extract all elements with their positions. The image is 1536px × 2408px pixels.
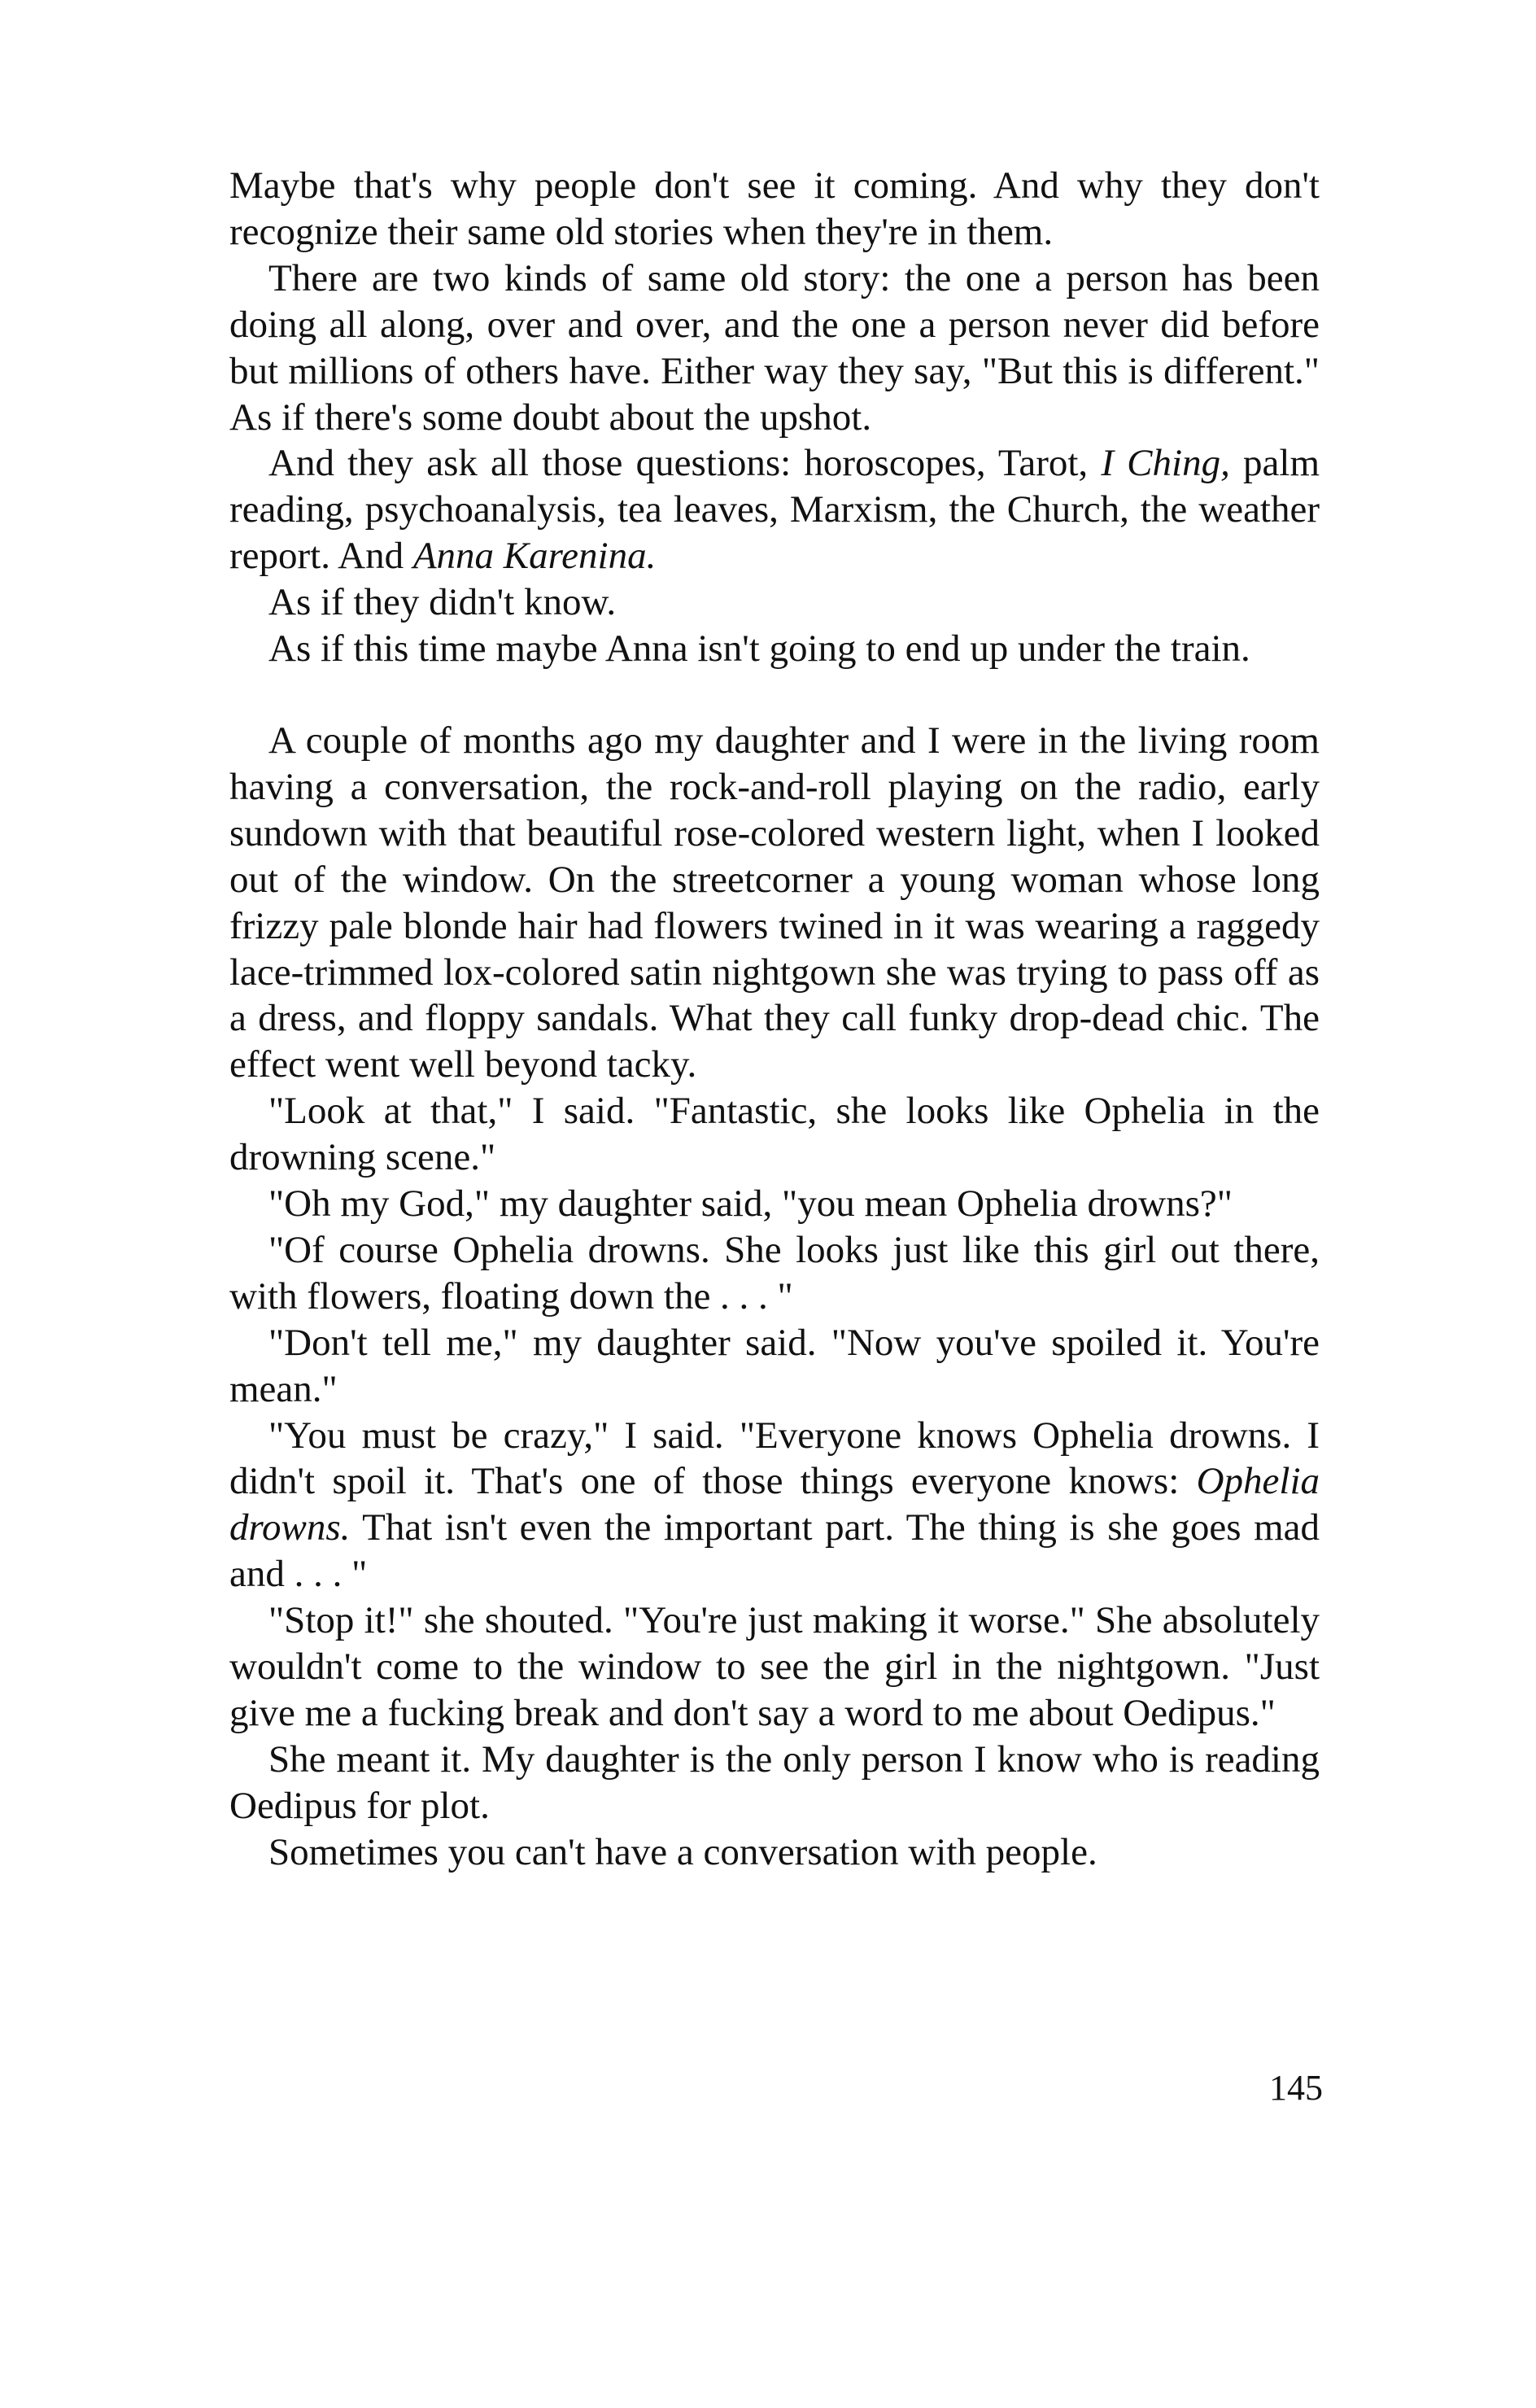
paragraph-text: Sometimes you can't have a conversation with people. <box>268 1830 1097 1873</box>
paragraph <box>229 579 1320 626</box>
book-title-i-ching: I Ching, <box>1101 442 1230 485</box>
paragraph <box>229 1088 1320 1181</box>
paragraph-text: "Stop it!" she shouted. "You're just making it worse." She absolutely wouldn't come to the window to see the girl in the nightgown. "Just give me a fucking break and don't say a word to me about Oedipus." <box>229 1599 1320 1734</box>
paragraph <box>229 1320 1320 1413</box>
paragraph-text: Maybe that's why people don't see it coming. And why they don't recognize their same old stories when they're in them. <box>229 164 1320 253</box>
paragraph-text: palm reading, psychoanalysis, tea leaves, Marxism, the Church, the weather report. And <box>229 442 1320 578</box>
paragraph <box>229 1737 1320 1829</box>
paragraph-text: "Of course Ophelia drowns. She looks just like this girl out there, with flowers, floating down the . . . " <box>229 1228 1320 1318</box>
italic-phrase: Ophelia drowns. <box>229 1460 1320 1549</box>
paragraph <box>229 718 1320 1088</box>
paragraph-text: There are two kinds of same old story: the one a person has been doing all along, over and over, and the one a person never did before but millions of others have. Either way they say, "But this is different." As if there's some doubt about the upshot. <box>229 256 1320 439</box>
paragraph <box>229 440 1320 579</box>
paragraph-text: "Don't tell me," my daughter said. "Now you've spoiled it. You're mean." <box>229 1321 1320 1410</box>
paragraph-text: As if this time maybe Anna isn't going to end up under the train. <box>268 627 1250 671</box>
paragraph-text: And they ask all those questions: horoscopes, Tarot, <box>268 442 1102 485</box>
paragraph <box>229 1829 1320 1876</box>
paragraph-text: "Look at that," I said. "Fantastic, she looks like Ophelia in the drowning scene." <box>229 1090 1320 1179</box>
paragraph <box>229 1181 1320 1227</box>
paragraph <box>229 256 1320 441</box>
paragraph-text: A couple of months ago my daughter and I were in the living room having a conversation, the rock-and-roll playing on the radio, early sundown with that beautiful rose-colored western light, when I looked out of the window. On the streetcorner a young woman whose long frizzy pale blonde hair had flowers twined in it was wearing a raggedy lace-trimmed lox-colored satin nightgown she was trying to pass off as a dress, and floppy sandals. What they call funky drop-dead chic. The effect went well beyond tacky. <box>229 719 1320 1086</box>
paragraph-text: "Oh my God," my daughter said, "you mean Ophelia drowns?" <box>268 1182 1233 1226</box>
paragraph <box>229 1227 1320 1320</box>
paragraph-text: "You must be crazy," I said. "Everyone knows Ophelia drowns. I didn't spoil it. That's one of those things everyone knows: <box>229 1414 1320 1503</box>
paragraph-text: She meant it. My daughter is the only person I know who is reading Oedipus for plot. <box>229 1737 1320 1827</box>
page-number: 145 <box>1269 2068 1323 2108</box>
paragraph-text: That isn't even the important part. The thing is she goes mad and . . . " <box>229 1506 1320 1596</box>
paragraph <box>229 626 1320 672</box>
body-text <box>229 163 1320 1876</box>
book-title-anna-karenina: Anna Karenina. <box>412 535 657 578</box>
paragraph <box>229 163 1320 256</box>
section-break <box>229 672 1320 718</box>
paragraph <box>229 1413 1320 1598</box>
paragraph <box>229 1597 1320 1737</box>
paragraph-text: As if they didn't know. <box>268 581 617 624</box>
